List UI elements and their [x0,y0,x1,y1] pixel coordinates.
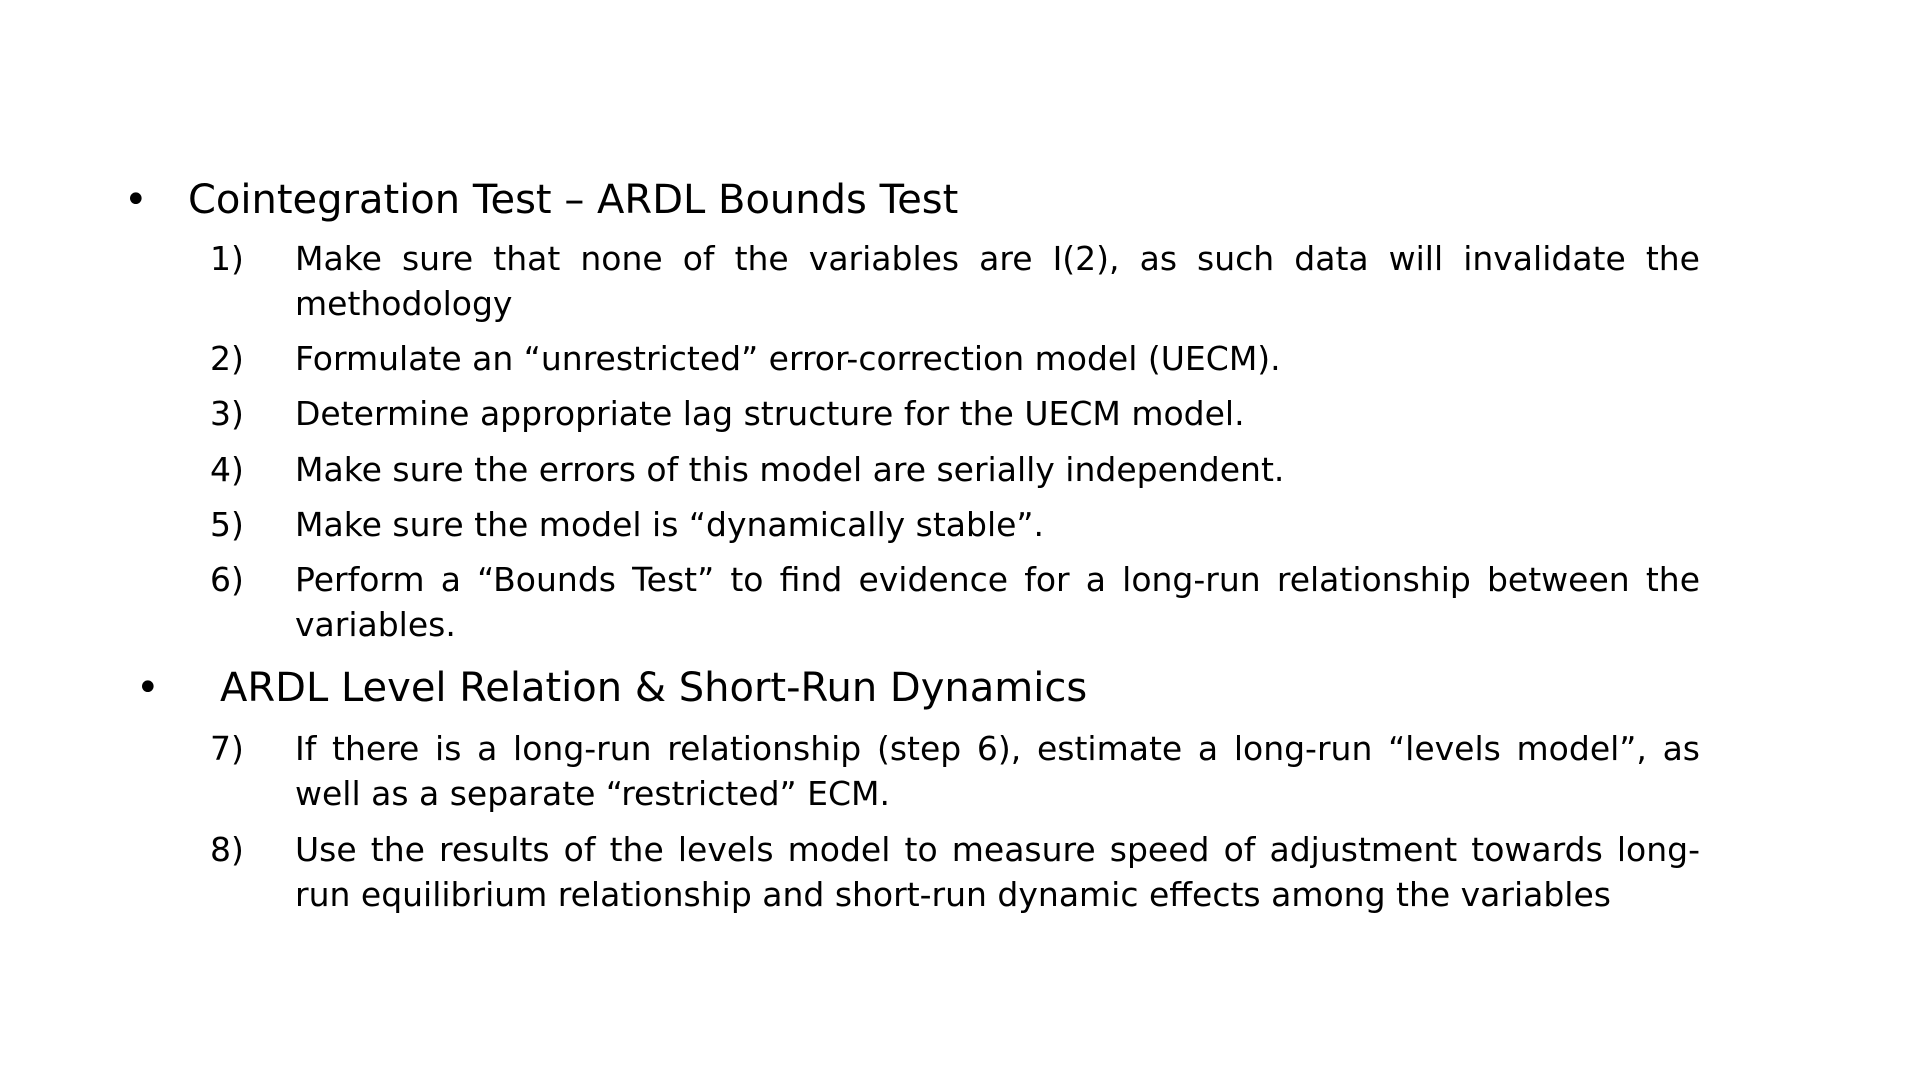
step-number: 7) [210,729,244,768]
list-item-step-1 [210,236,1700,326]
list-item-step-3 [210,391,1700,436]
bullet-icon: • [124,177,148,223]
list-item-step-7 [210,726,1700,816]
step-number: 4) [210,450,244,489]
step-text: Formulate an “unrestricted” error-correction model (UECM). [295,339,1281,378]
step-text: If there is a long-run relationship (step 6), estimate a long-run “levels model”, as well as a separate “restricted” ECM. [295,729,1700,813]
step-number: 5) [210,505,244,544]
step-text: Determine appropriate lag structure for the UECM model. [295,394,1245,433]
step-number: 6) [210,560,244,599]
list-item-step-4 [210,447,1700,492]
list-item-step-6 [210,557,1700,647]
section-heading-ardl-level: ARDL Level Relation & Short-Run Dynamics [220,665,1088,711]
list-item-step-8 [210,827,1700,917]
list-item-step-5 [210,502,1700,547]
step-text: Make sure the errors of this model are serially independent. [295,450,1285,489]
section-heading-cointegration: Cointegration Test – ARDL Bounds Test [188,177,959,223]
bullet-icon: • [136,665,160,711]
step-number: 8) [210,830,244,869]
step-text: Make sure that none of the variables are I(2), as such data will invalidate the methodology [295,239,1700,323]
step-number: 2) [210,339,244,378]
step-text: Perform a “Bounds Test” to find evidence for a long-run relationship between the variables. [295,560,1700,644]
list-item-step-2 [210,336,1700,381]
step-number: 1) [210,239,244,278]
step-number: 3) [210,394,244,433]
step-text: Use the results of the levels model to measure speed of adjustment towards long-run equilibrium relationship and short-run dynamic effects among the variables [295,830,1700,914]
step-text: Make sure the model is “dynamically stable”. [295,505,1045,544]
